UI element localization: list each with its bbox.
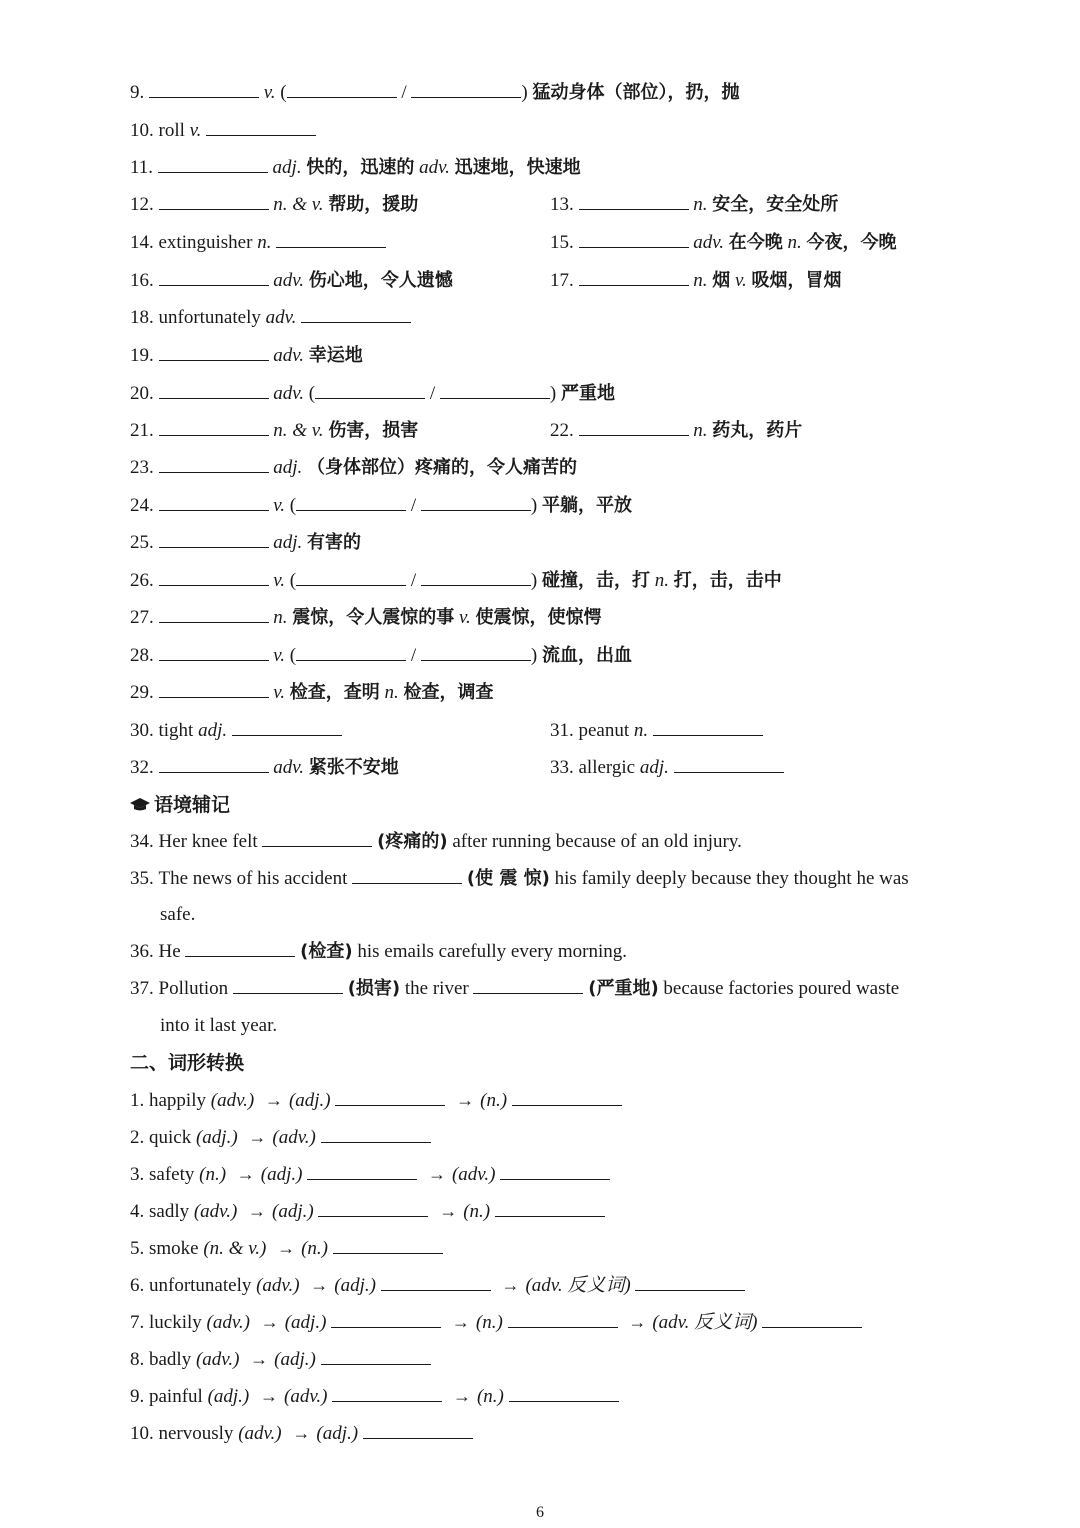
answer-blank[interactable] <box>159 417 269 436</box>
answer-blank[interactable] <box>301 304 411 323</box>
answer-blank[interactable] <box>674 754 784 773</box>
transform-item-6: 6. unfortunately (adv.) → (adj.) → (adv. 反义词) <box>130 1270 745 1300</box>
vocab-item-30: 30. tight adj. <box>130 716 342 746</box>
vocab-item-28: 28. v. ( / ) 流血，出血 <box>130 641 632 671</box>
answer-blank[interactable] <box>473 975 583 994</box>
vocab-item-20: 20. adv. ( / ) 严重地 <box>130 379 615 409</box>
answer-blank[interactable] <box>296 567 406 586</box>
answer-blank[interactable] <box>159 454 269 473</box>
answer-blank[interactable] <box>335 1087 445 1106</box>
answer-blank[interactable] <box>159 191 269 210</box>
answer-blank[interactable] <box>440 380 550 399</box>
answer-blank[interactable] <box>363 1420 473 1439</box>
arrow-right-icon: → <box>456 1090 475 1110</box>
vocab-item-11: 11. adj. 快的，迅速的 adv. 迅速地，快速地 <box>130 153 581 183</box>
arrow-right-icon: → <box>260 1312 279 1332</box>
page-number: 6 <box>536 1504 544 1521</box>
vocab-item-29: 29. v. 检查，查明 n. 检查，调查 <box>130 678 494 708</box>
answer-blank[interactable] <box>159 642 269 661</box>
answer-blank[interactable] <box>512 1087 622 1106</box>
context-heading: 语境辅记 <box>130 790 230 820</box>
arrow-right-icon: → <box>451 1312 470 1332</box>
answer-blank[interactable] <box>762 1309 862 1328</box>
answer-blank[interactable] <box>296 492 406 511</box>
vocab-item-10: 10. roll v. <box>130 116 316 146</box>
answer-blank[interactable] <box>321 1124 431 1143</box>
vocab-item-24: 24. v. ( / ) 平躺，平放 <box>130 491 632 521</box>
answer-blank[interactable] <box>411 79 521 98</box>
transform-item-2: 2. quick (adj.) → (adv.) <box>130 1122 431 1152</box>
answer-blank[interactable] <box>307 1161 417 1180</box>
answer-blank[interactable] <box>159 492 269 511</box>
arrow-right-icon: → <box>260 1386 279 1406</box>
section2-heading: 二、词形转换 <box>130 1052 245 1074</box>
transform-item-3: 3. safety (n.) → (adj.) → (adv.) <box>130 1159 610 1189</box>
vocab-item-25: 25. adj. 有害的 <box>130 528 361 558</box>
vocab-item-26: 26. v. ( / ) 碰撞，击，打 n. 打，击，击中 <box>130 566 782 596</box>
arrow-right-icon: → <box>236 1164 255 1184</box>
arrow-right-icon: → <box>277 1238 296 1258</box>
answer-blank[interactable] <box>635 1272 745 1291</box>
answer-blank[interactable] <box>185 938 295 957</box>
vocab-item-13: 13. n. 安全，安全处所 <box>550 190 838 220</box>
answer-blank[interactable] <box>159 380 269 399</box>
arrow-right-icon: → <box>628 1312 647 1332</box>
answer-blank[interactable] <box>159 754 269 773</box>
answer-blank[interactable] <box>159 679 269 698</box>
answer-blank[interactable] <box>331 1309 441 1328</box>
answer-blank[interactable] <box>421 492 531 511</box>
vocab-item-21: 21. n. & v. 伤害，损害 <box>130 416 418 446</box>
answer-blank[interactable] <box>352 865 462 884</box>
vocab-item-19: 19. adv. 幸运地 <box>130 341 363 371</box>
arrow-right-icon: → <box>248 1201 267 1221</box>
transform-item-5: 5. smoke (n. & v.) → (n.) <box>130 1233 443 1263</box>
vocab-item-14: 14. extinguisher n. <box>130 228 386 258</box>
answer-blank[interactable] <box>296 642 406 661</box>
arrow-right-icon: → <box>439 1201 458 1221</box>
answer-blank[interactable] <box>206 117 316 136</box>
vocab-item-16: 16. adv. 伤心地，令人遗憾 <box>130 266 453 296</box>
transform-item-9: 9. painful (adj.) → (adv.) → (n.) <box>130 1381 619 1411</box>
answer-blank[interactable] <box>149 79 259 98</box>
arrow-right-icon: → <box>501 1275 520 1295</box>
answer-blank[interactable] <box>233 975 343 994</box>
vocab-item-22: 22. n. 药丸，药片 <box>550 416 802 446</box>
answer-blank[interactable] <box>158 154 268 173</box>
answer-blank[interactable] <box>321 1346 431 1365</box>
answer-blank[interactable] <box>421 567 531 586</box>
vocab-item-31: 31. peanut n. <box>550 716 763 746</box>
answer-blank[interactable] <box>287 79 397 98</box>
answer-blank[interactable] <box>509 1383 619 1402</box>
answer-blank[interactable] <box>579 191 689 210</box>
vocab-item-18: 18. unfortunately adv. <box>130 303 411 333</box>
answer-blank[interactable] <box>381 1272 491 1291</box>
context-item-37-cont: into it last year. <box>160 1015 278 1036</box>
answer-blank[interactable] <box>495 1198 605 1217</box>
answer-blank[interactable] <box>276 229 386 248</box>
arrow-right-icon: → <box>250 1349 269 1369</box>
answer-blank[interactable] <box>500 1161 610 1180</box>
answer-blank[interactable] <box>315 380 425 399</box>
answer-blank[interactable] <box>421 642 531 661</box>
transform-item-8: 8. badly (adv.) → (adj.) <box>130 1344 431 1374</box>
answer-blank[interactable] <box>579 267 689 286</box>
arrow-right-icon: → <box>452 1386 471 1406</box>
answer-blank[interactable] <box>159 604 269 623</box>
arrow-right-icon: → <box>427 1164 446 1184</box>
context-item-36: 36. He (检查) his emails carefully every morning. <box>130 937 627 967</box>
context-item-34: 34. Her knee felt (疼痛的) after running because of an old injury. <box>130 827 742 857</box>
vocab-item-17: 17. n. 烟 v. 吸烟，冒烟 <box>550 266 842 296</box>
vocab-item-12: 12. n. & v. 帮助，援助 <box>130 190 418 220</box>
vocab-item-33: 33. allergic adj. <box>550 753 784 783</box>
graduation-cap-icon <box>130 798 150 812</box>
arrow-right-icon: → <box>248 1127 267 1147</box>
answer-blank[interactable] <box>232 717 342 736</box>
transform-item-4: 4. sadly (adv.) → (adj.) → (n.) <box>130 1196 605 1226</box>
context-item-37: 37. Pollution (损害) the river (严重地) because factories poured waste <box>130 974 899 1004</box>
answer-blank[interactable] <box>508 1309 618 1328</box>
answer-blank[interactable] <box>159 267 269 286</box>
answer-blank[interactable] <box>262 828 372 847</box>
vocab-item-9: 9. v. ( / ) 猛动身体（部位），扔，抛 <box>130 78 739 108</box>
answer-blank[interactable] <box>159 342 269 361</box>
answer-blank[interactable] <box>653 717 763 736</box>
vocab-item-27: 27. n. 震惊，令人震惊的事 v. 使震惊，使惊愕 <box>130 603 602 633</box>
answer-blank[interactable] <box>579 417 689 436</box>
answer-blank[interactable] <box>333 1235 443 1254</box>
transform-item-10: 10. nervously (adv.) → (adj.) <box>130 1418 473 1448</box>
context-item-35-cont: safe. <box>160 904 196 925</box>
arrow-right-icon: → <box>264 1090 283 1110</box>
answer-blank[interactable] <box>579 229 689 248</box>
vocab-item-15: 15. adv. 在今晚 n. 今夜，今晚 <box>550 228 897 258</box>
answer-blank[interactable] <box>159 529 269 548</box>
context-item-35: 35. The news of his accident (使 震 惊) his family deeply because they thought he was <box>130 864 909 894</box>
arrow-right-icon: → <box>292 1423 311 1443</box>
transform-item-7: 7. luckily (adv.) → (adj.) → (n.) → (adv. 反义词) <box>130 1307 862 1337</box>
transform-item-1: 1. happily (adv.) → (adj.) → (n.) <box>130 1085 622 1115</box>
answer-blank[interactable] <box>332 1383 442 1402</box>
arrow-right-icon: → <box>310 1275 329 1295</box>
answer-blank[interactable] <box>159 567 269 586</box>
vocab-item-32: 32. adv. 紧张不安地 <box>130 753 399 783</box>
vocab-item-23: 23. adj. （身体部位）疼痛的，令人痛苦的 <box>130 453 577 483</box>
answer-blank[interactable] <box>318 1198 428 1217</box>
